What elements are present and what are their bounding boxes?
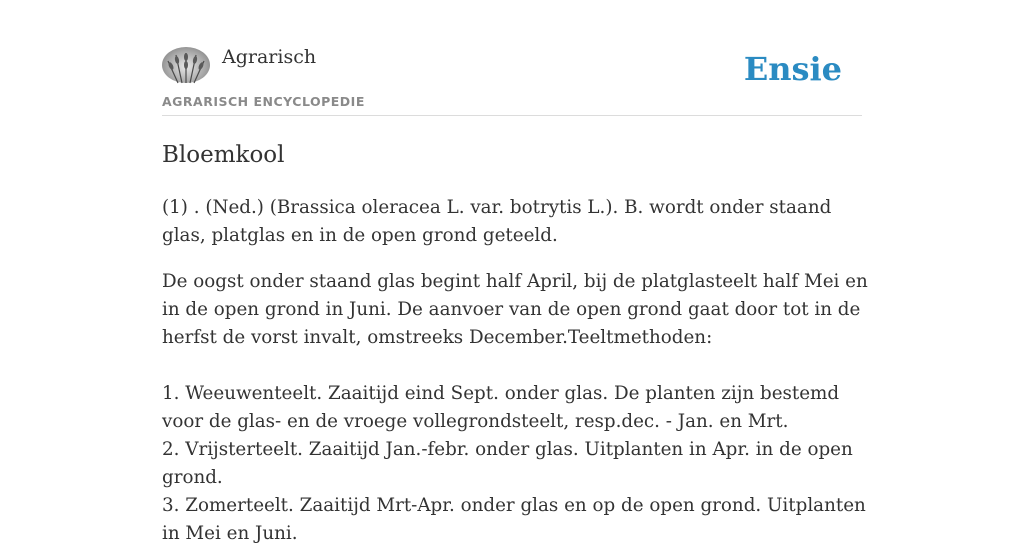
article-title: Bloemkool (162, 142, 285, 168)
article-paragraph: (1) . (Ned.) (Brassica oleracea L. var. botrytis L.). B. wordt onder staand glas, platglas en in de open grond geteeld. (162, 197, 832, 246)
article-paragraph: De oogst onder staand glas begint half April, bij de platglasteelt half Mei en in de open grond in Juni. De aanvoer van de open grond gaat door tot in de herfst de vorst invalt, omstreeks December.Teeltmethoden: (162, 271, 868, 348)
list-item: 1. Weeuwenteelt. Zaaitijd eind Sept. onder glas. De planten zijn bestemd voor de glas- en de vroege vollegrondsteelt, resp.dec. - Jan. en Mrt. (162, 383, 840, 432)
site-header (162, 0, 862, 116)
list-item: 3. Zomerteelt. Zaaitijd Mrt-Apr. onder glas en op de open grond. Uitplanten in Mei en Juni. (162, 495, 866, 544)
list-item: 2. Vrijsterteelt. Zaaitijd Jan.-febr. onder glas. Uitplanten in Apr. in de open grond. (162, 439, 853, 488)
article (162, 138, 872, 548)
site-subtitle: AGRARISCH ENCYCLOPEDIE (162, 94, 365, 109)
site-name[interactable]: Agrarisch (222, 46, 317, 68)
method-list (162, 380, 872, 548)
wheat-logo-icon[interactable] (162, 47, 210, 83)
brand-logo-link[interactable]: Ensie (743, 50, 842, 88)
